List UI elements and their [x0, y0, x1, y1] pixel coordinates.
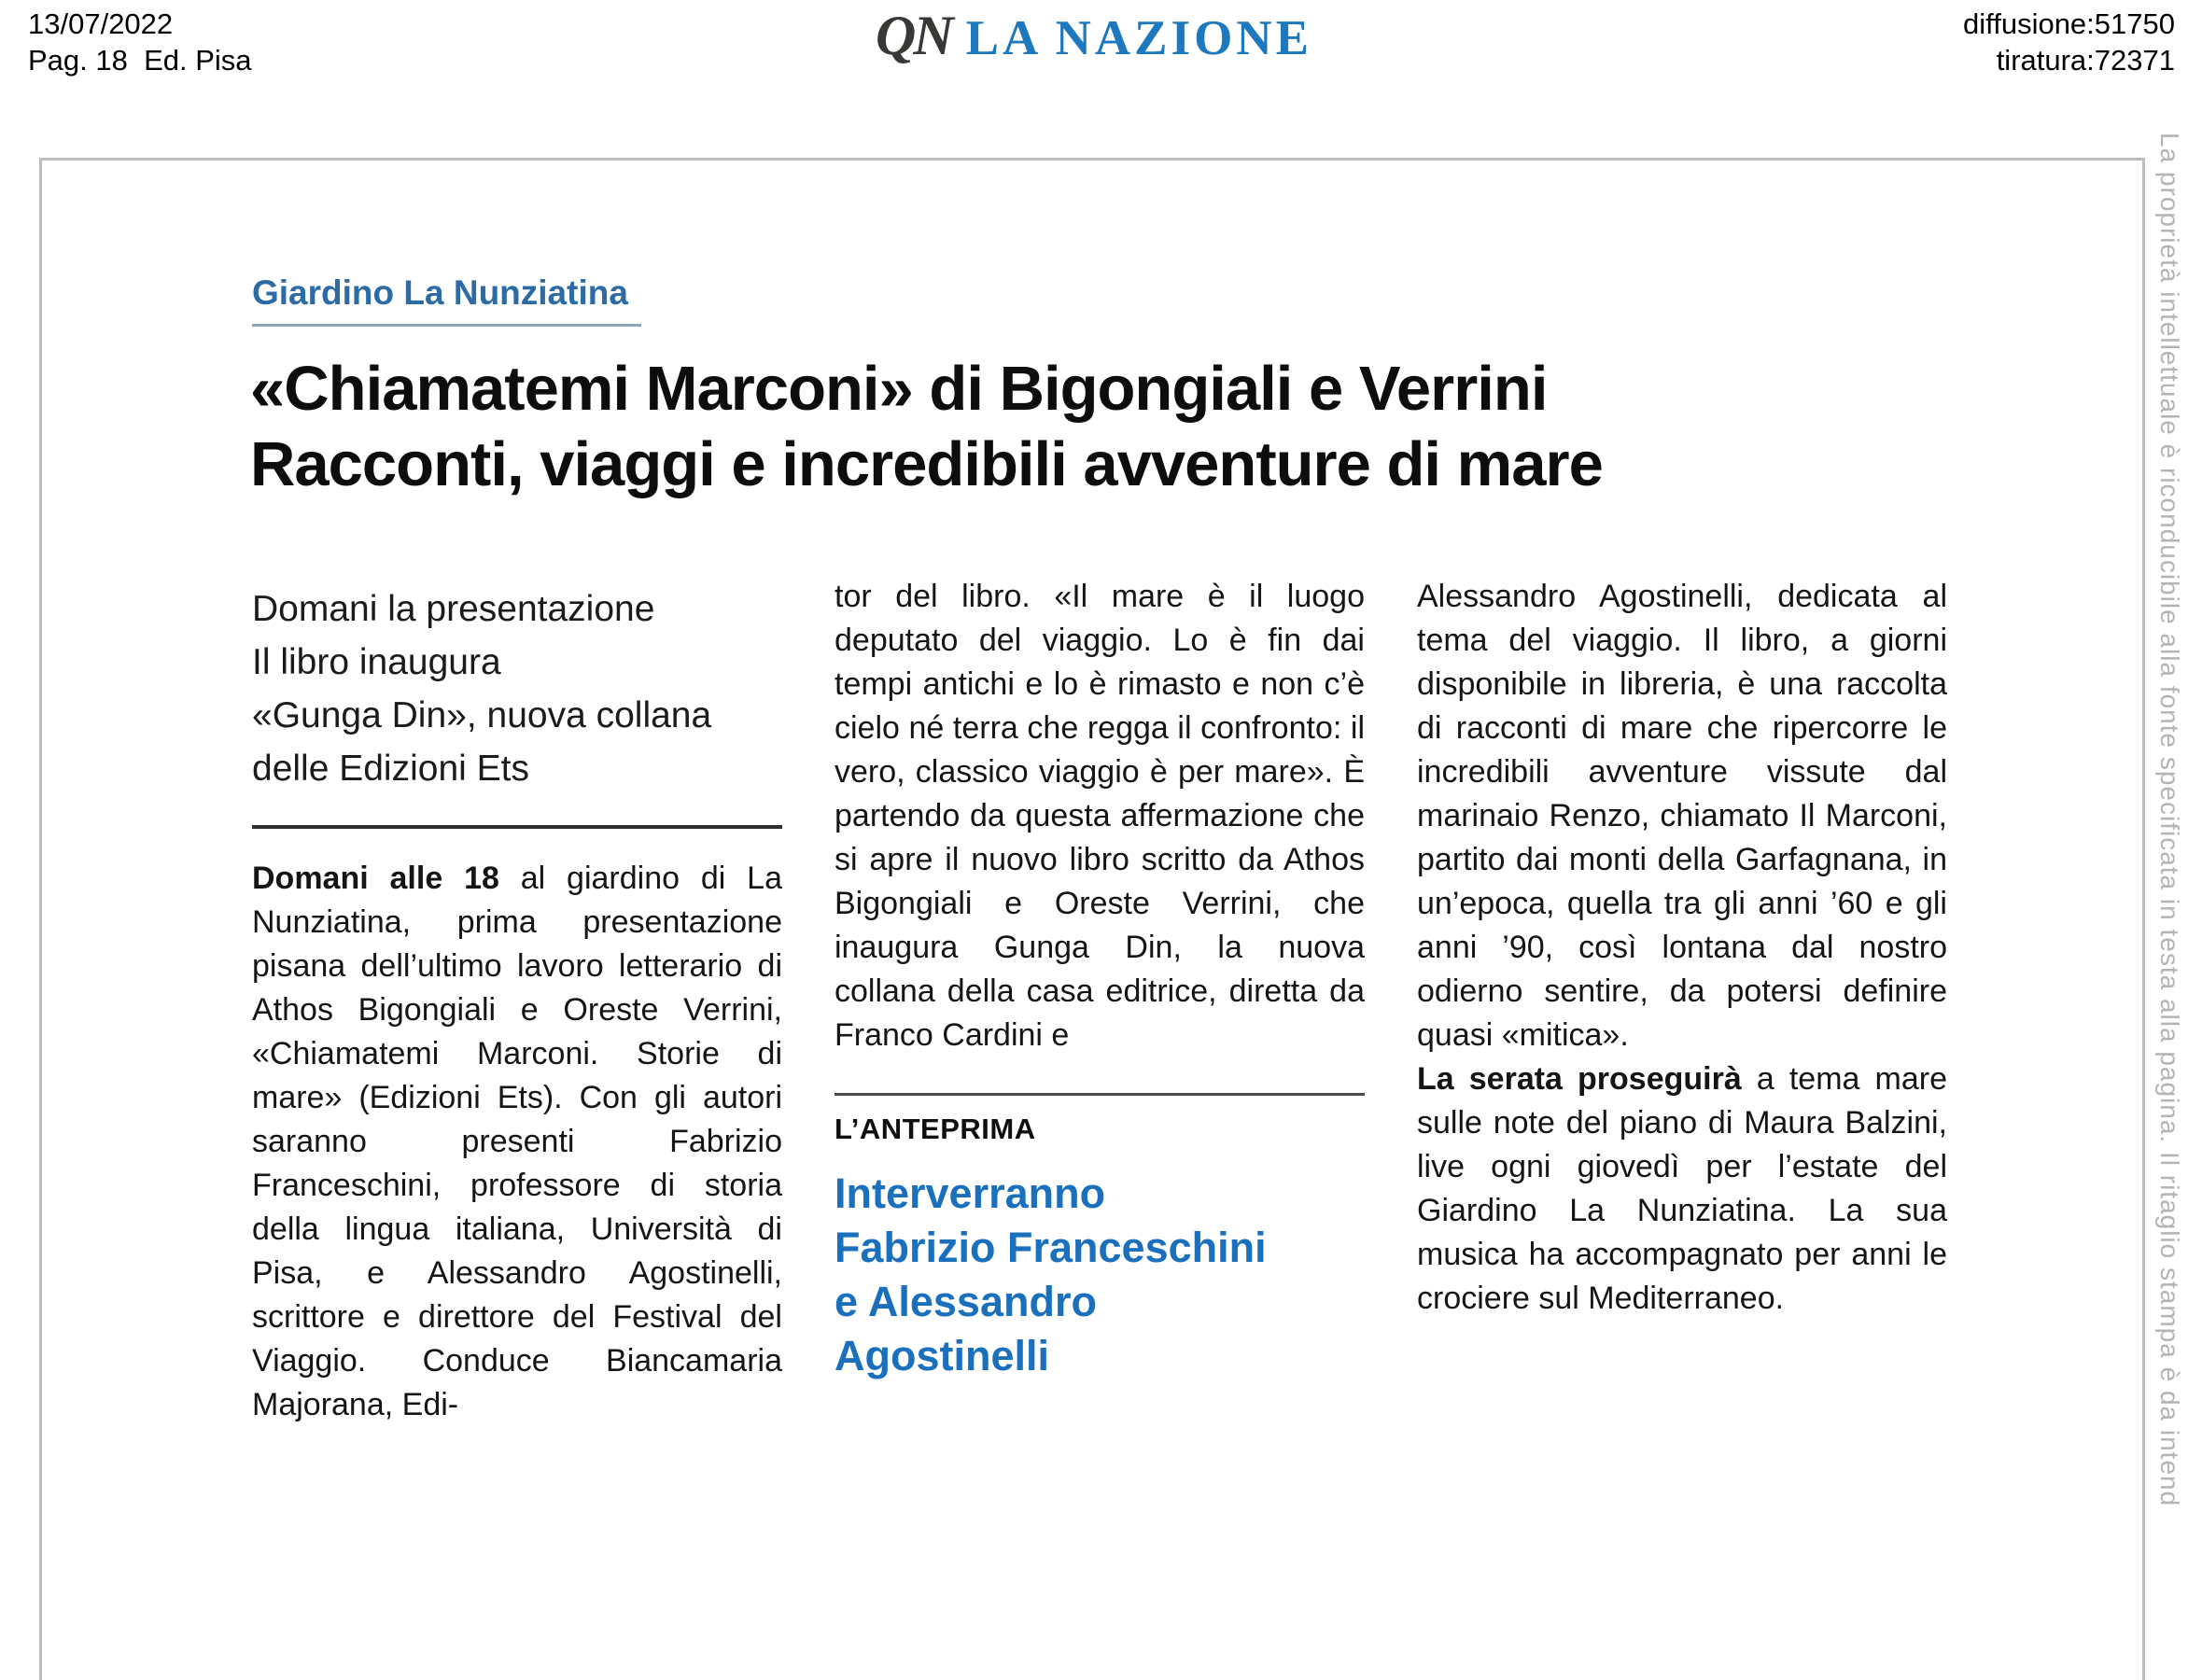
article-kicker — [252, 273, 641, 327]
body-paragraph-col3-2 — [1417, 1057, 1947, 1321]
anteprima-label: L’ANTEPRIMA — [835, 1113, 1036, 1145]
anteprima-speakers — [835, 1167, 1365, 1383]
anteprima-speakers-line-2: Fabrizio Franceschini — [835, 1224, 1267, 1271]
headline-line-1: «Chiamatemi Marconi» di Bigongiali e Verrini — [250, 354, 1548, 424]
article-lead-bold: Domani alle 18 — [252, 861, 499, 896]
diffusione-info: diffusione:51750 — [1963, 7, 2175, 40]
standfirst-line-3: «Gunga Din», nuova collana — [252, 695, 712, 735]
newspaper-title: LA NAZIONE — [965, 11, 1312, 65]
standfirst-divider — [252, 825, 782, 829]
clipping-header-right — [1963, 6, 2175, 78]
anteprima-speakers-line-1: Interverranno — [835, 1169, 1106, 1217]
body-paragraph-col1 — [252, 857, 782, 1427]
body-paragraph-col3-1: Alessandro Agostinelli, dedicata al tema del viaggio. Il libro, a giorni disponibile in libreria, è una raccolta di racconti di mare che ripercorre le incredibili avventure vissute dal marinaio Renzo, chiamato Il Marconi, partito dai monti della Garfagnana, in un’epoca, quella tra gli anni ’60 e gli anni ’90, così lontana dal nostro odierno sentire, da potersi definire quasi «mitica». — [1417, 579, 1947, 1053]
anteprima-speakers-line-4: Agostinelli — [835, 1332, 1050, 1379]
body-paragraph-col2: tor del libro. «Il mare è il luogo deputato del viaggio. Lo è fin dai tempi antichi e lo è rimasto e non c’è cielo né terra che regga il confronto: il vero, classico viaggio è per mare». È partendo da questa affermazione che si apre il nuovo libro scritto da Athos Bigongiali e Oreste Verrini, che inaugura Gunga Din, la nuova collana della casa editrice, diretta da Franco Cardini e — [835, 579, 1365, 1053]
article-kicker-label: Giardino La Nunziatina — [252, 273, 641, 327]
clipping-date: 13/07/2022 — [28, 7, 174, 40]
qn-logo: QN — [876, 5, 951, 66]
body-column-3 — [1417, 575, 1947, 1427]
body-column-2 — [835, 575, 1365, 1427]
anteprima-divider — [835, 1093, 1365, 1096]
headline-line-2: Racconti, viaggi e incredibili avventure di mare — [250, 429, 1603, 499]
page-edition-info: Pag. 18 Ed. Pisa — [28, 44, 252, 77]
masthead — [876, 4, 1312, 68]
standfirst — [252, 582, 782, 795]
article-headline — [250, 351, 1603, 502]
vertical-copyright-disclaimer: La proprietà intellettuale è riconducibile alla fonte specificata in testa alla pagina. Il ritaglio stampa è da intend — [2155, 133, 2184, 1507]
anteprima-speakers-line-3: e Alessandro — [835, 1278, 1097, 1325]
body-column-1 — [252, 575, 782, 1427]
standfirst-line-1: Domani la presentazione — [252, 589, 655, 629]
tiratura-info: tiratura:72371 — [1996, 44, 2175, 77]
clipping-header-left — [28, 6, 252, 78]
standfirst-line-2: Il libro inaugura — [252, 642, 501, 682]
body-text-col3-2: a tema mare sulle note del piano di Maura Balzini, live ogni giovedì per l’estate del Giardino La Nunziatina. La sua musica ha accompagnato per anni le crociere sul Mediterraneo. — [1417, 1061, 1947, 1316]
serata-lead-bold: La serata proseguirà — [1417, 1061, 1742, 1097]
standfirst-line-4: delle Edizioni Ets — [252, 749, 529, 789]
body-text-col1: al giardino di La Nunziatina, prima presentazione pisana dell’ultimo lavoro letterario di Athos Bigongiali e Oreste Verrini, «Chiamatemi Marconi. Storie di mare» (Edizioni Ets). Con gli autori saranno presenti Fabrizio Franceschini, professore di storia della lingua italiana, Università di Pisa, e Alessandro Agostinelli, scrittore e direttore del Festival del Viaggio. Conduce Biancamaria Majorana, Edi- — [252, 861, 782, 1422]
article-columns — [252, 575, 1947, 1427]
